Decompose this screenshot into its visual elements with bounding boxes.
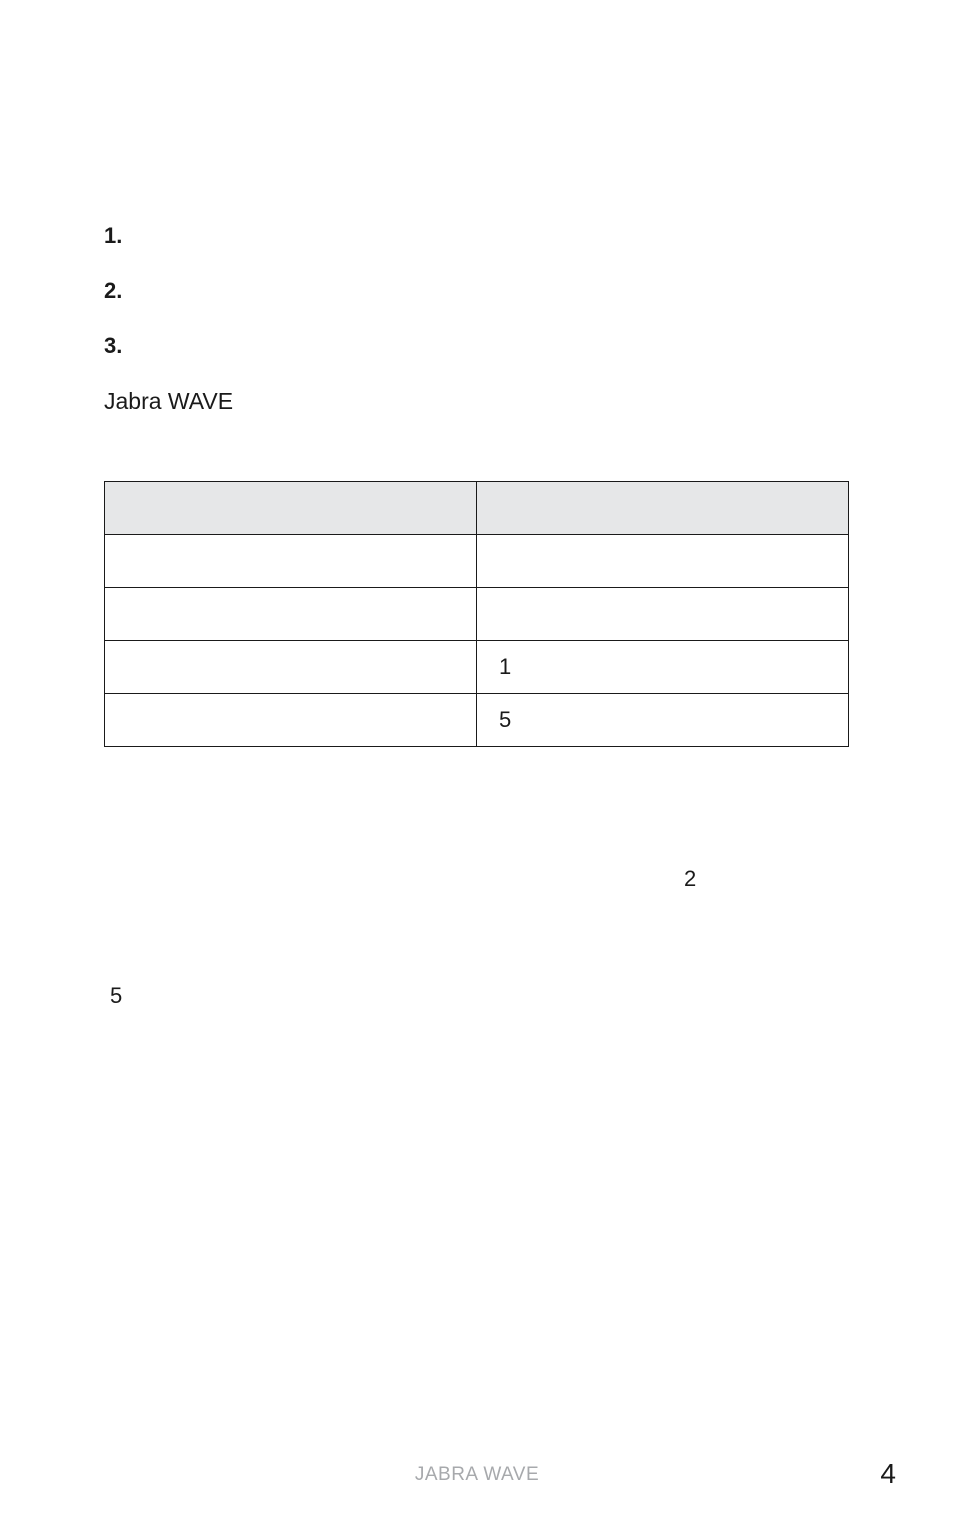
table-header-row (105, 482, 849, 535)
table-cell (105, 588, 477, 641)
table-row (105, 588, 849, 641)
step-number-2: 2. (104, 278, 123, 303)
table-cell (105, 641, 477, 694)
product-name: Jabra WAVE (104, 388, 234, 414)
table-row (105, 535, 849, 588)
table-cell (477, 588, 849, 641)
table-cell (477, 482, 849, 535)
footer-brand: JABRA WAVE (414, 1464, 540, 1485)
step-number-3: 3. (104, 333, 123, 358)
table-cell (105, 535, 477, 588)
table-cell (105, 694, 477, 747)
body-number: 5 (110, 983, 123, 1008)
table-row (105, 641, 849, 694)
table-cell (477, 535, 849, 588)
body-number: 2 (684, 866, 697, 891)
page-number: 4 (880, 1458, 896, 1489)
table-cell: 1 (477, 641, 849, 694)
step-number-1: 1. (104, 223, 123, 248)
table-cell (105, 482, 477, 535)
table-row (105, 694, 849, 747)
spec-table (104, 481, 849, 747)
table-cell: 5 (477, 694, 849, 747)
